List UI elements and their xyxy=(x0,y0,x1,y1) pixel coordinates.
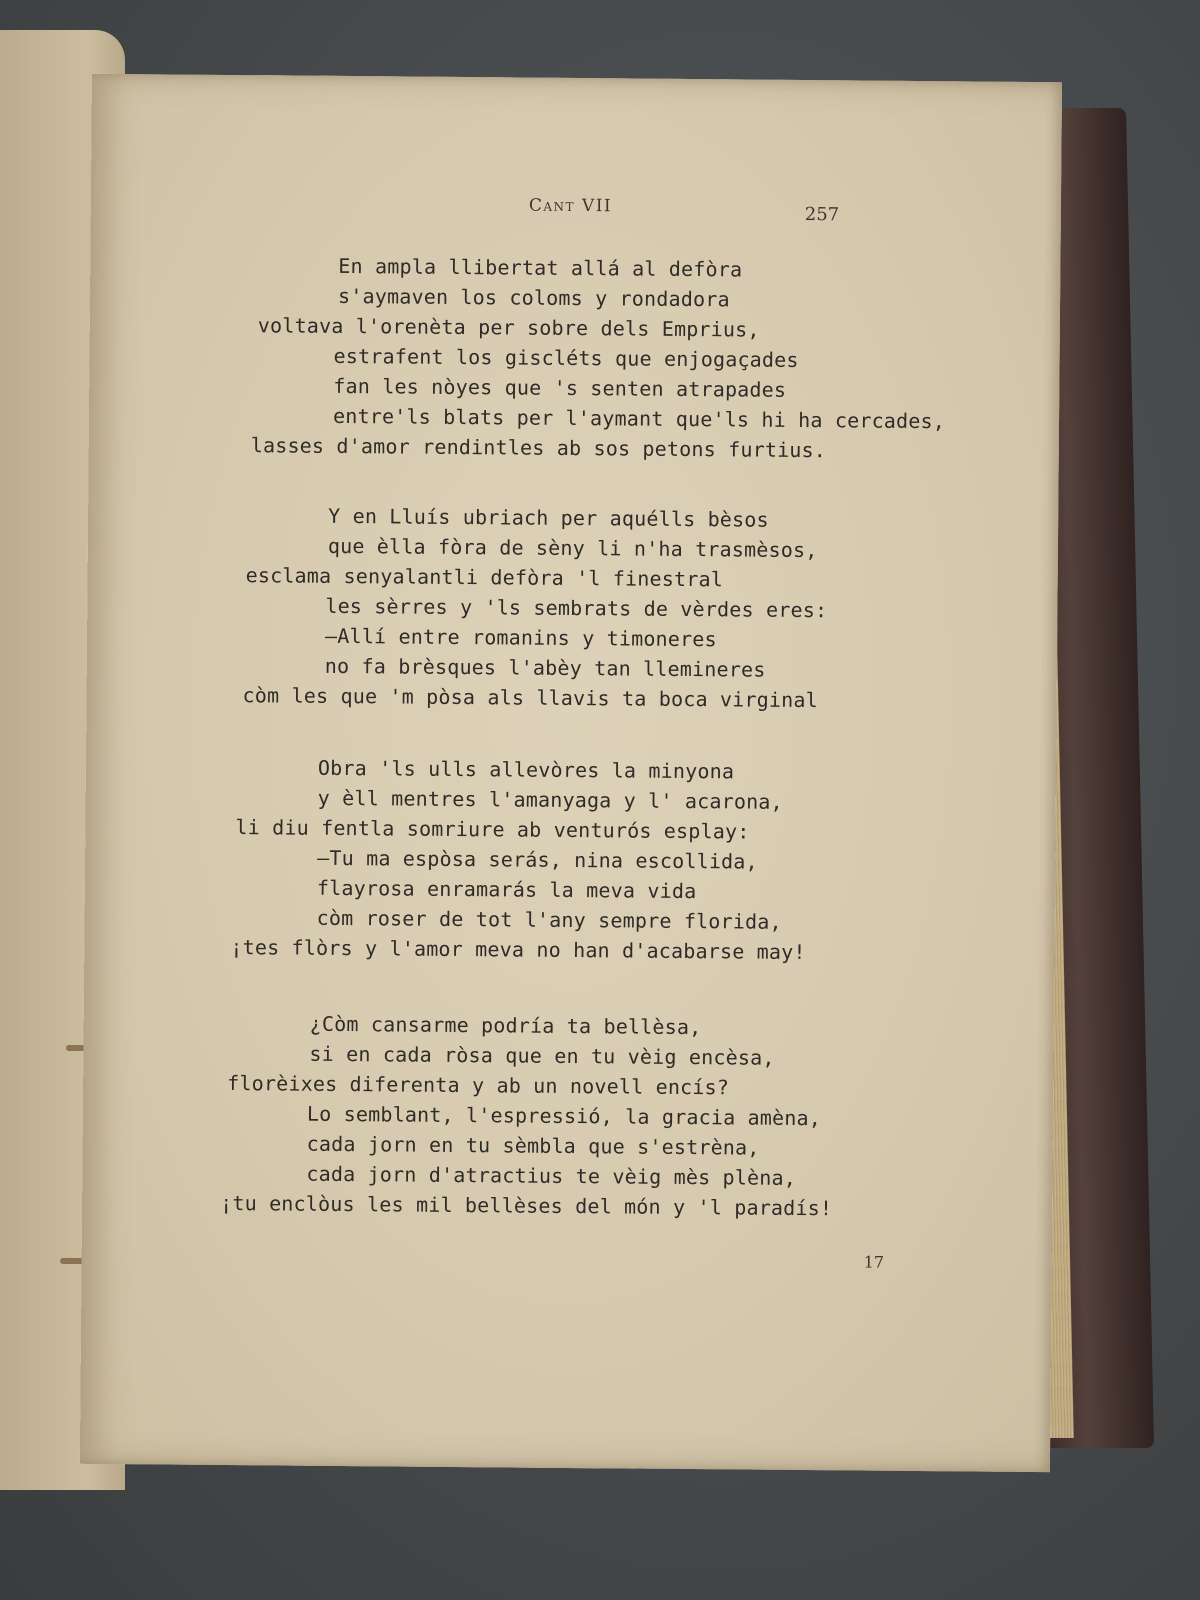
verse-line: Y en Lluís ubriach per aquélls bèsos xyxy=(328,503,769,532)
verse-line: ¿Còm cansarme podría ta bellèsa, xyxy=(309,1011,702,1040)
verse-line: no fa brèsques l'abèy tan llemineres xyxy=(324,653,766,682)
verse-line: si en cada ròsa que en tu vèig encèsa, xyxy=(309,1041,775,1070)
verse-line: estrafent los giscléts que enjogaçades xyxy=(333,343,799,372)
verse-line: lasses d'amor rendintles ab sos petons furtius. xyxy=(250,433,827,463)
verse-line: entre'ls blats per l'aymant que'ls hi ha cercades, xyxy=(332,403,946,434)
verse-line: ¡tes flòrs y l'amor meva no han d'acabarse may! xyxy=(230,935,806,965)
verse-line: voltava l'orenèta per sobre dels Emprius, xyxy=(257,313,760,342)
verse-line: cada jorn en tu sèmbla que s'estrèna, xyxy=(306,1131,760,1160)
verse-line: —Allí entre romanins y timoneres xyxy=(325,623,717,652)
verse-line: còm roser de tot l'any sempre florida, xyxy=(316,905,782,934)
verse-line: s'aymaven los coloms y rondadora xyxy=(337,283,730,312)
verse-line: y èll mentres l'amanyaga y l' acarona, xyxy=(317,785,783,814)
verse-line: cada jorn d'atractius te vèig mès plèna, xyxy=(306,1161,797,1190)
verse-line: fan les nòyes que 's senten atrapades xyxy=(333,373,787,402)
verse-line: esclama senyalantli defòra 'l finestral xyxy=(245,563,724,592)
signature-mark: 17 xyxy=(863,1252,885,1272)
verse-line: li diu fentla somriure ab venturós esplay: xyxy=(235,815,750,844)
verse-line: florèixes diferenta y ab un novell encís? xyxy=(227,1070,730,1100)
verse-line: —Tu ma espòsa serás, nina escollida, xyxy=(317,845,758,874)
book-page xyxy=(80,74,1062,1472)
running-title: Cant VII xyxy=(528,195,613,217)
verse-line: còm les que 'm pòsa als llavis ta boca virginal xyxy=(242,683,819,713)
page-number: 257 xyxy=(804,203,840,226)
verse-line: En ampla llibertat allá al defòra xyxy=(338,253,743,282)
verse-line: flayrosa enramarás la meva vida xyxy=(316,875,697,904)
verse-line: les sèrres y 'ls sembrats de vèrdes eres: xyxy=(325,593,828,623)
verse-line: Lo semblant, l'espressió, la gracia amèna, xyxy=(306,1101,822,1131)
verse-line: Obra 'ls ulls allevòres la minyona xyxy=(317,755,735,784)
verse-line: que èlla fòra de sèny li n'ha trasmèsos, xyxy=(327,533,818,563)
verse-line: ¡tu enclòus les mil bellèses del món y 'l paradís! xyxy=(220,1190,833,1221)
